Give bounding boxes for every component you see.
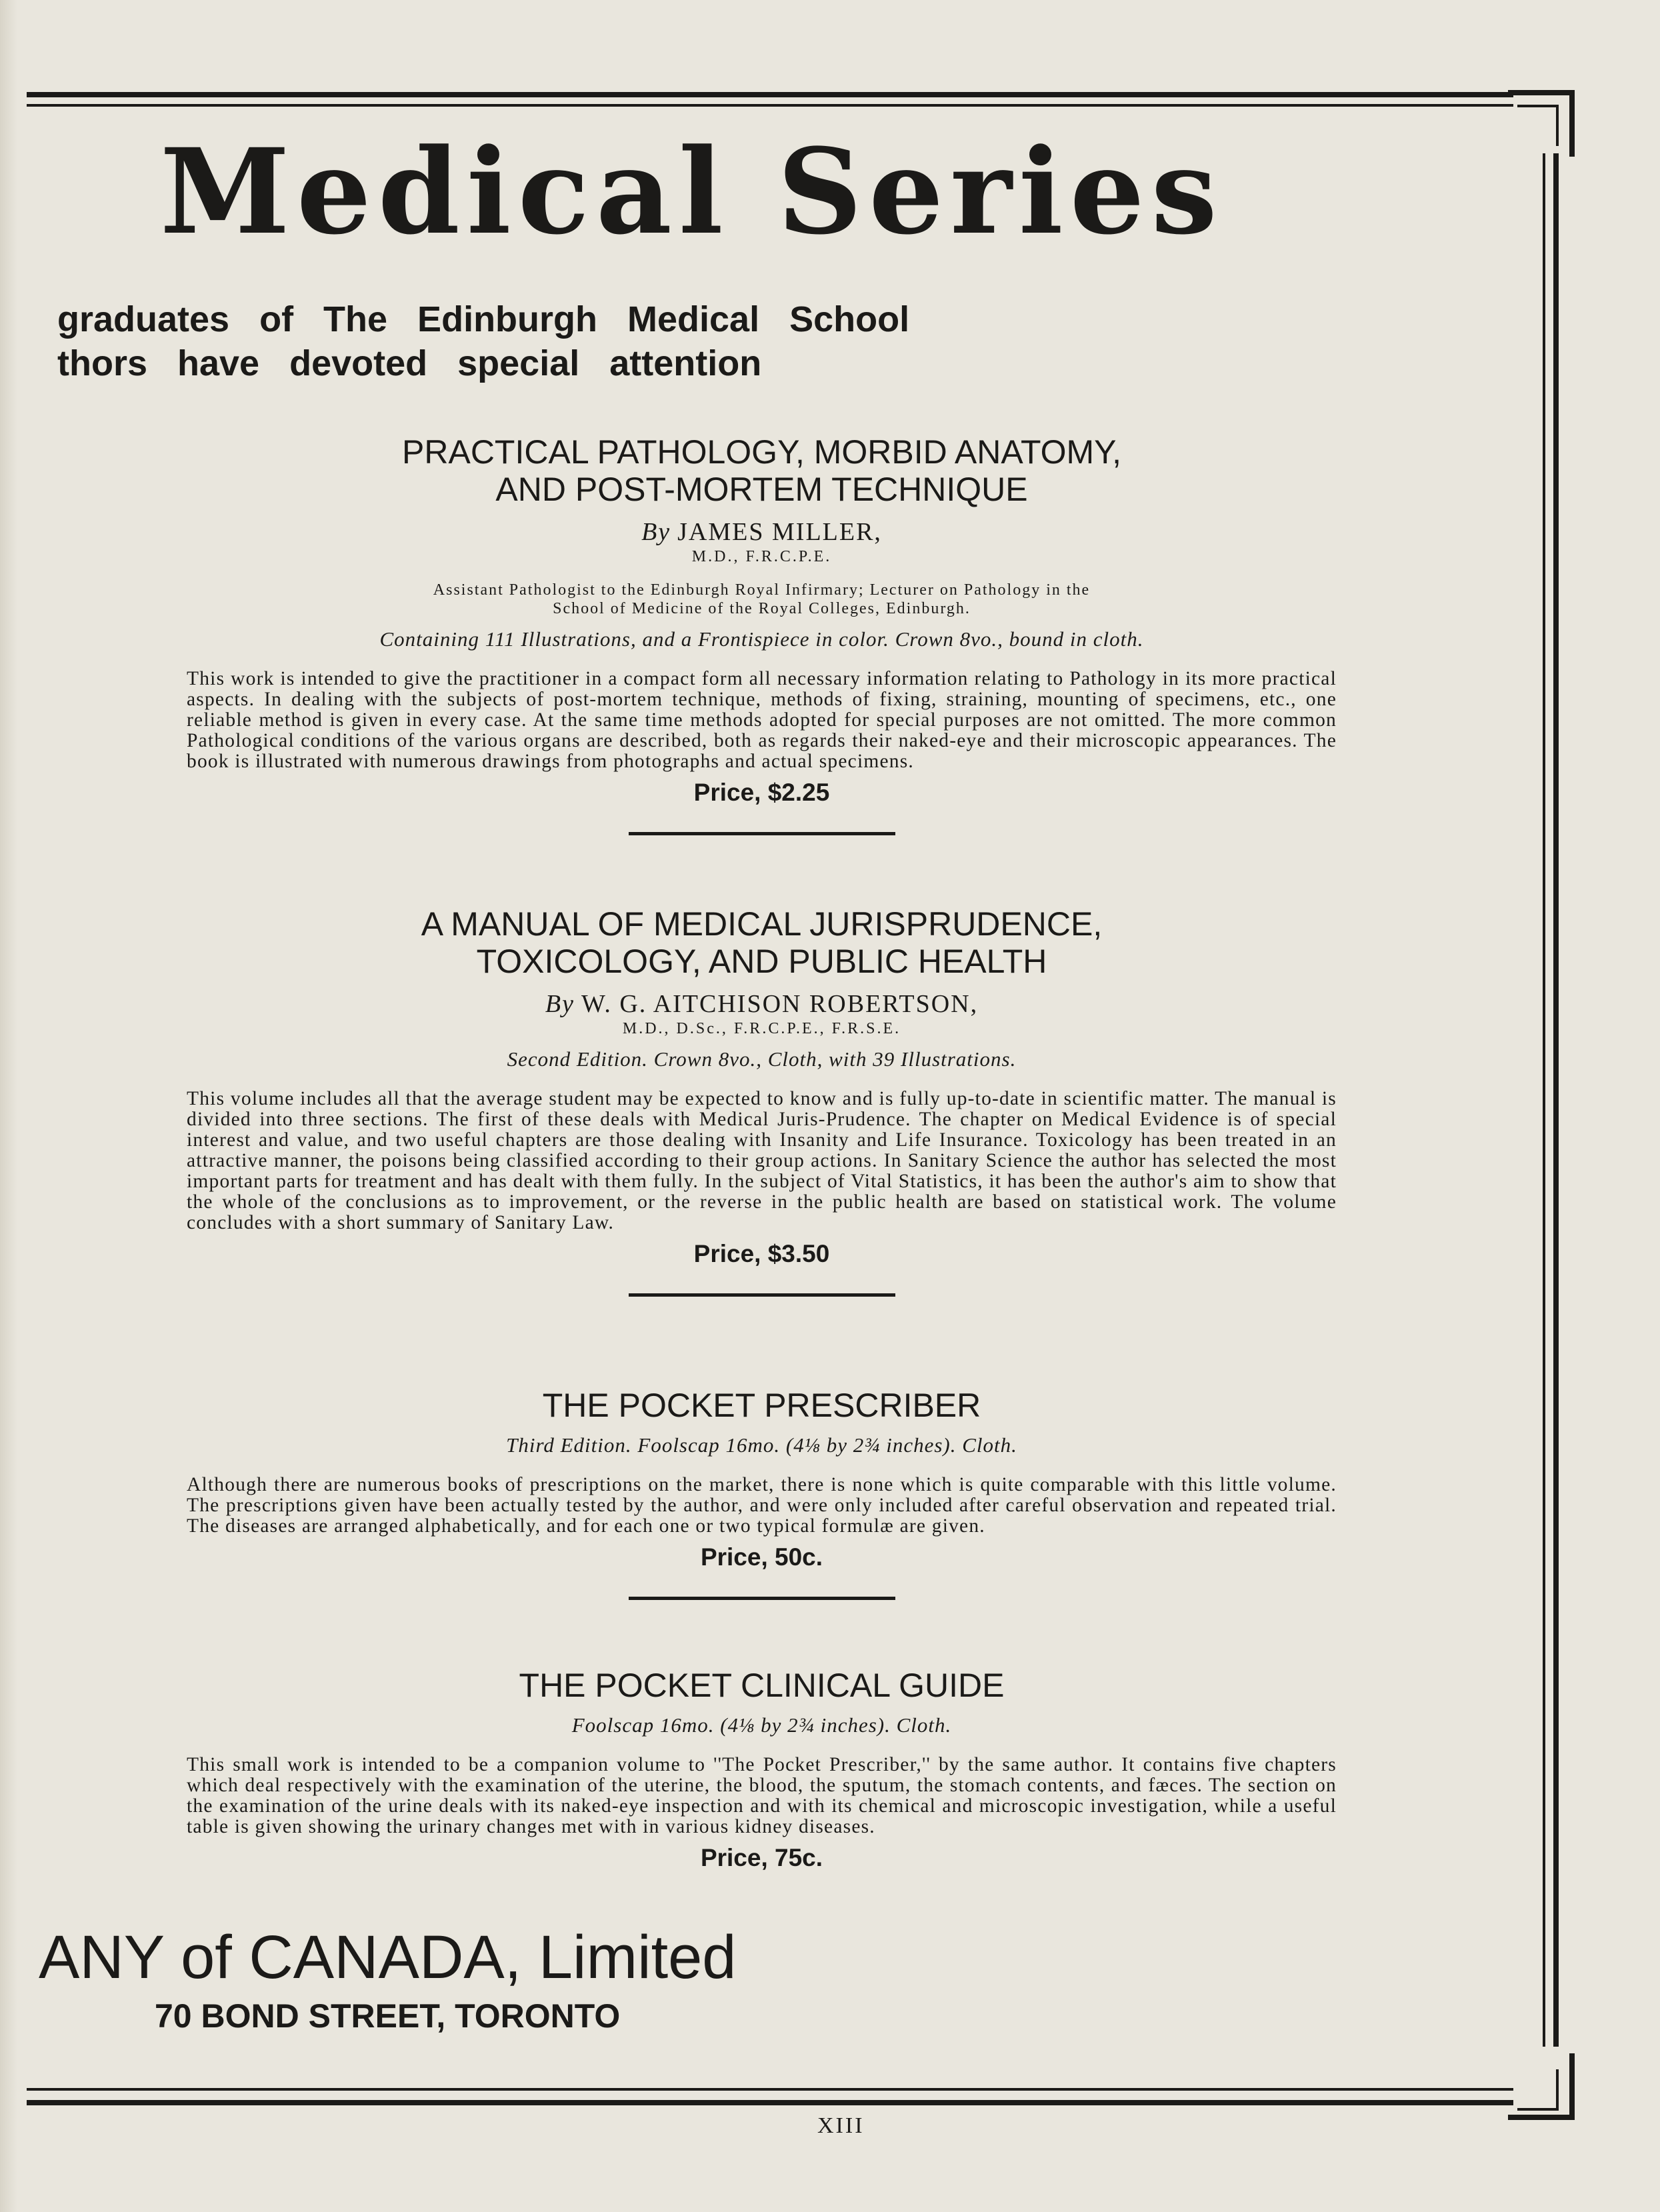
author-line: By JAMES MILLER, <box>641 518 882 546</box>
book-description: This volume includes all that the average student may be expected to know and is fully up-to-date in scientific matter. The manual is divided into three sections. The first of these deals with Medical Juris-Prudence. The chapter on Medical Evidence is of special interest and value, and two useful chapters are those dealing with Insanity and Life Insurance. Toxicology has been treated in an attractive manner, the poisons being classified according to their group actions. In Sanitary Science the author has selected the most important parts for treatment and has dealt with them fully. In the subject of Vital Statistics, it has been the author's aim to show that the whole of the conclusions as to improvement, or the reverse in the public health are based on statistical work. The volume concludes with a short summary of Sanitary Law. <box>187 1088 1337 1233</box>
author-affiliation: Assistant Pathologist to the Edinburgh Royal Infirmary; Lecturer on Pathology in the School of Medicine of the Royal Colleges, Edinburgh. <box>433 581 1091 617</box>
right-border-inner-rule <box>1543 153 1545 2047</box>
book-entry-jurisprudence <box>187 905 1337 1297</box>
book-price: Price, 75c. <box>700 1844 823 1871</box>
book-price: Price, $2.25 <box>693 779 830 806</box>
tagline-line-2: thors have devoted special attention <box>57 343 762 383</box>
section-divider <box>629 832 895 835</box>
edition-details: Second Edition. Crown 8vo., Cloth, with 39 Illustrations. <box>507 1047 1017 1071</box>
corner-ornament-top-right <box>1508 90 1575 157</box>
top-border-inner-rule <box>27 104 1513 107</box>
author-credentials: M.D., D.Sc., F.R.C.P.E., F.R.S.E. <box>622 1020 901 1037</box>
section-divider <box>629 1293 895 1297</box>
book-title: PRACTICAL PATHOLOGY, MORBID ANATOMY, AND POST-MORTEM TECHNIQUE <box>402 433 1121 508</box>
book-price: Price, 50c. <box>700 1543 823 1571</box>
page-number: XIII <box>817 2113 865 2138</box>
book-description: Although there are numerous books of prescriptions on the market, there is none which is quite comparable with this little volume. The prescriptions given have been actually tested by the author, and were only included after careful observation and repeated trial. The diseases are arranged alphabetically, and for each one or two typical formulæ are given. <box>187 1474 1337 1537</box>
right-border-rule <box>1553 153 1559 2047</box>
book-title: THE POCKET CLINICAL GUIDE <box>519 1667 1005 1704</box>
bottom-border-rule <box>27 2100 1513 2105</box>
page-gutter <box>0 0 17 2212</box>
book-entry-pocket-prescriber <box>187 1387 1337 1600</box>
publisher-address: 70 BOND STREET, TORONTO <box>155 1997 621 2035</box>
author-credentials: M.D., F.R.C.P.E. <box>691 548 832 565</box>
tagline-line-1: graduates of The Edinburgh Medical School <box>57 299 910 339</box>
top-border-rule <box>27 92 1513 97</box>
book-title: A MANUAL OF MEDICAL JURISPRUDENCE, TOXICOLOGY, AND PUBLIC HEALTH <box>421 905 1103 980</box>
publisher-name: ANY of CANADA, Limited <box>39 1923 737 1991</box>
book-description: This work is intended to give the practitioner in a compact form all necessary information relating to Pathology in its more practical aspects. In dealing with the subjects of post-mortem technique, methods of fixing, straining, mounting of specimens, etc., one reliable method is given in every case. At the same time methods adopted for special purposes are not omitted. The more common Pathological conditions of the various organs are described, both as regards their naked-eye and their microscopic appearances. The book is illustrated with numerous drawings from photographs and actual specimens. <box>187 668 1337 772</box>
book-entry-pocket-clinical-guide <box>187 1667 1337 1872</box>
book-entry-pathology <box>187 433 1337 835</box>
book-description: This small work is intended to be a companion volume to ''The Pocket Prescriber,'' by the same author. It contains five chapters which deal respectively with the examination of the uterine, the blood, the sputum, the stomach contents, and fæces. The section on the examination of the urine deals with its naked-eye inspection and with its chemical and microscopic investigation, while a useful table is given showing the urinary changes met with in various kidney diseases. <box>187 1754 1337 1837</box>
section-divider <box>629 1597 895 1600</box>
book-title: THE POCKET PRESCRIBER <box>542 1387 981 1424</box>
author-line: By W. G. AITCHISON ROBERTSON, <box>545 990 979 1018</box>
edition-details: Containing 111 Illustrations, and a Frontispiece in color. Crown 8vo., bound in cloth. <box>379 627 1144 651</box>
book-price: Price, $3.50 <box>693 1240 830 1267</box>
series-title: Medical Series <box>160 123 1224 261</box>
bottom-border-inner-rule <box>27 2088 1513 2091</box>
corner-ornament-bottom-right <box>1508 2053 1575 2120</box>
edition-details: Third Edition. Foolscap 16mo. (4⅛ by 2¾ inches). Cloth. <box>506 1433 1017 1457</box>
edition-details: Foolscap 16mo. (4⅛ by 2¾ inches). Cloth. <box>571 1713 952 1737</box>
